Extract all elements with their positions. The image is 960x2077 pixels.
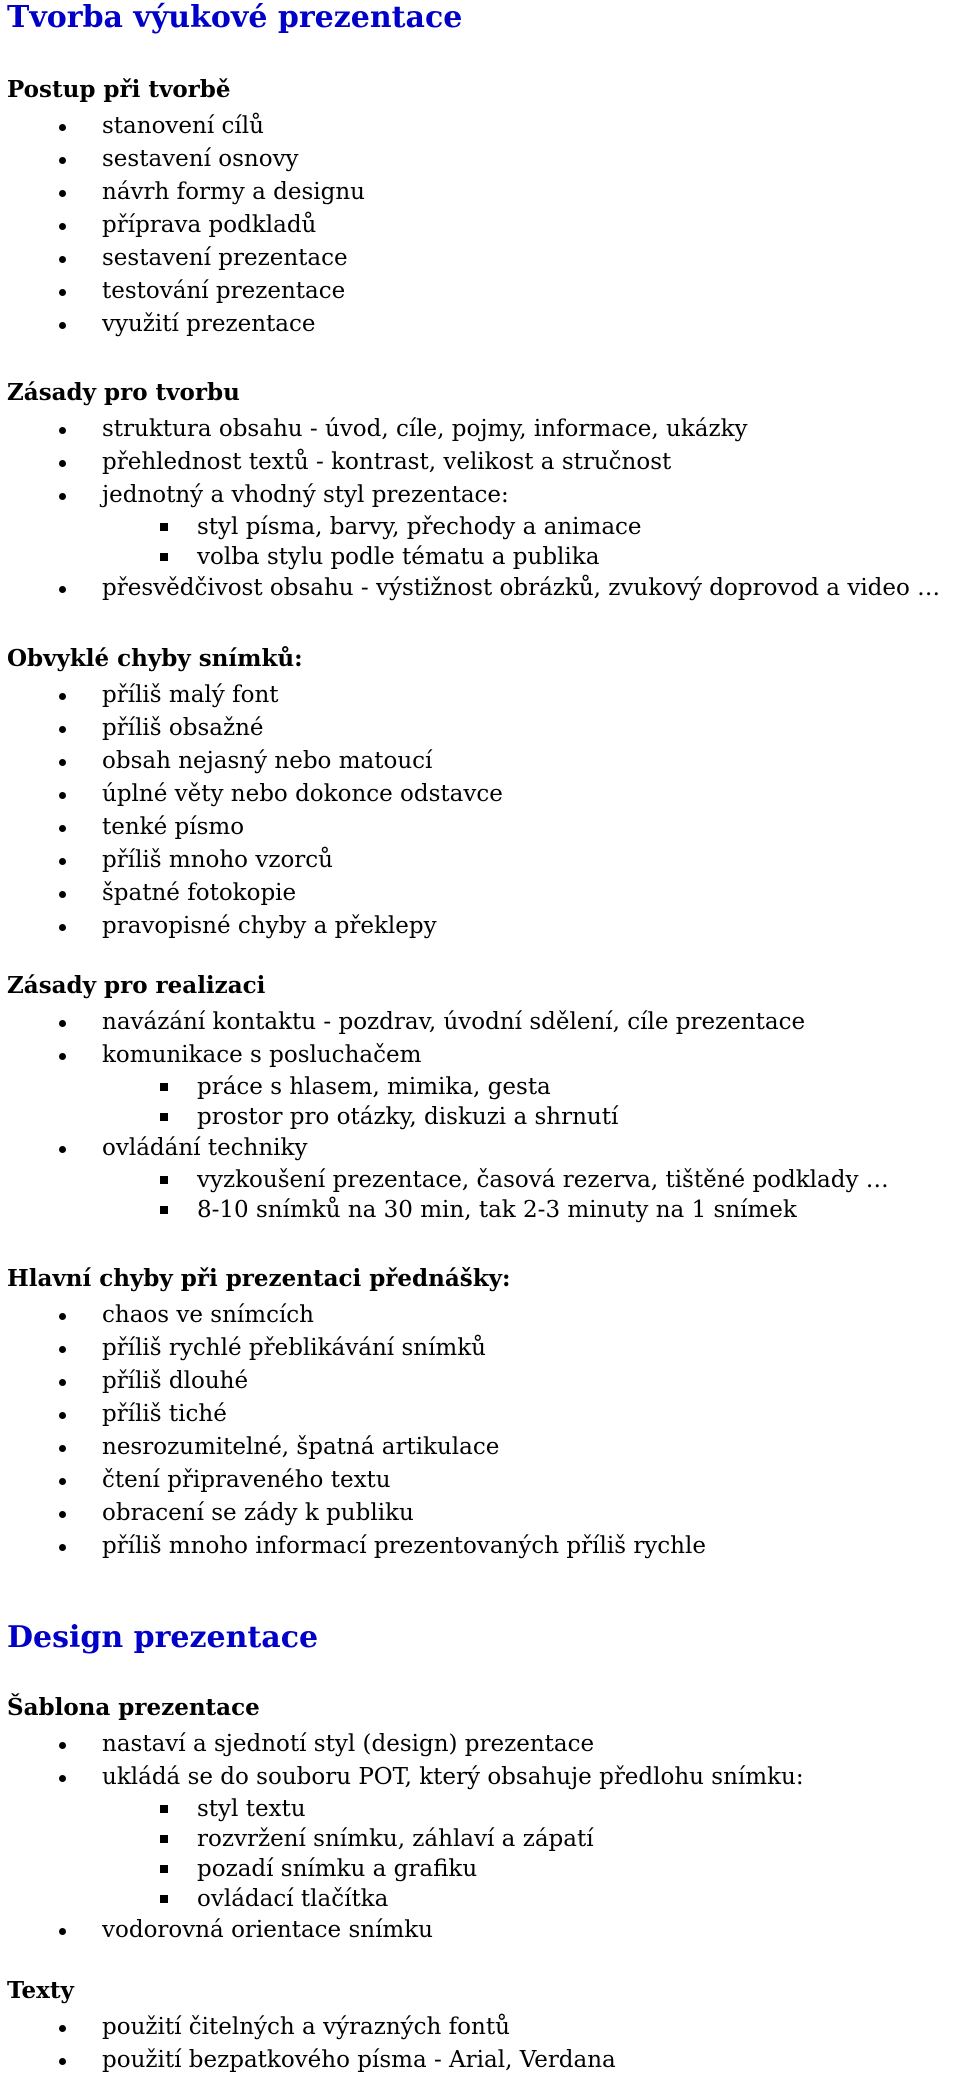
bullet-square-icon [160, 1083, 168, 1091]
list-item [7, 413, 957, 446]
bullet-dot-icon [59, 322, 66, 329]
bullet-square-icon [160, 1206, 168, 1214]
list-item-text: navázání kontaktu - pozdrav, úvodní sdělení, cíle prezentace [102, 1009, 806, 1035]
sub-list-item-text: pozadí snímku a grafiku [197, 1856, 478, 1882]
list-item [7, 1299, 957, 1332]
list-item [7, 572, 957, 605]
list-item [7, 1398, 957, 1431]
sub-bullet-list [102, 1794, 957, 1914]
section [7, 379, 957, 605]
bullet-dot-icon [59, 1053, 66, 1060]
list-item-text: sestavení prezentace [102, 245, 348, 271]
bullet-dot-icon [59, 460, 66, 467]
sub-list-item-text: prostor pro otázky, diskuzi a shrnutí [197, 1104, 619, 1130]
sub-list-item-text: styl textu [197, 1796, 306, 1822]
bullet-square-icon [160, 553, 168, 561]
list-item-text: příliš rychlé přeblikávání snímků [102, 1335, 486, 1361]
list-item [7, 877, 957, 910]
bullet-dot-icon [59, 493, 66, 500]
sub-list-item [102, 1884, 957, 1914]
sub-list-item [102, 512, 957, 542]
sub-list-item [102, 542, 957, 572]
list-item-text: využití prezentace [102, 311, 316, 337]
section [7, 972, 957, 1225]
list-item-text: použití bezpatkového písma - Arial, Verdana [102, 2047, 616, 2073]
bullet-dot-icon [59, 1379, 66, 1386]
bullet-dot-icon [59, 1146, 66, 1153]
bullet-dot-icon [59, 1020, 66, 1027]
bullet-square-icon [160, 1895, 168, 1903]
list-item-text: přesvědčivost obsahu - výstižnost obrázků, zvukový doprovod a video … [102, 575, 941, 601]
list-item-text: příliš malý font [102, 682, 279, 708]
sub-list-item [102, 1854, 957, 1884]
bullet-list [7, 413, 957, 605]
list-item-text: struktura obsahu - úvod, cíle, pojmy, informace, ukázky [102, 416, 748, 442]
list-item [7, 110, 957, 143]
list-item [7, 1497, 957, 1530]
sub-list-item-text: 8-10 snímků na 30 min, tak 2-3 minuty na 1 snímek [197, 1197, 797, 1223]
bullet-dot-icon [59, 1742, 66, 1749]
list-item [7, 176, 957, 209]
sub-list-item-text: styl písma, barvy, přechody a animace [197, 514, 642, 540]
list-item-text: jednotný a vhodný styl prezentace: [102, 482, 509, 508]
list-item [7, 209, 957, 242]
list-item-text: stanovení cílů [102, 113, 264, 139]
bullet-dot-icon [59, 1478, 66, 1485]
list-item-text: ukládá se do souboru POT, který obsahuje předlohu snímku: [102, 1764, 804, 1790]
sub-list-item-text: práce s hlasem, mimika, gesta [197, 1074, 551, 1100]
section-heading: Šablona prezentace [7, 1694, 260, 1721]
bullet-dot-icon [59, 223, 66, 230]
list-item [7, 712, 957, 745]
bullet-dot-icon [59, 726, 66, 733]
list-item-text: nastaví a sjednotí styl (design) prezentace [102, 1731, 595, 1757]
list-item-text: sestavení osnovy [102, 146, 299, 172]
list-item [7, 1530, 957, 1563]
sub-list-item [102, 1195, 957, 1225]
list-item [7, 1006, 957, 1039]
bullet-dot-icon [59, 858, 66, 865]
sub-list-item [102, 1165, 957, 1195]
sub-bullet-list [102, 512, 957, 572]
sub-list-item-text: volba stylu podle tématu a publika [197, 544, 600, 570]
list-item [7, 844, 957, 877]
bullet-dot-icon [59, 586, 66, 593]
section [7, 1694, 957, 1947]
section-heading: Obvyklé chyby snímků: [7, 645, 303, 672]
sub-list-item [102, 1824, 957, 1854]
bullet-dot-icon [59, 1346, 66, 1353]
list-item-text: úplné věty nebo dokonce odstavce [102, 781, 503, 807]
bullet-list [7, 1299, 957, 1563]
bullet-dot-icon [59, 792, 66, 799]
bullet-list [7, 679, 957, 943]
section-heading: Hlavní chyby při prezentaci přednášky: [7, 1265, 511, 1292]
list-item-text: příliš mnoho informací prezentovaných příliš rychle [102, 1533, 706, 1559]
list-item-text: tenké písmo [102, 814, 245, 840]
list-item-text: testování prezentace [102, 278, 346, 304]
section [7, 76, 957, 341]
list-item [7, 910, 957, 943]
sub-list-item-text: vyzkoušení prezentace, časová rezerva, tištěné podklady … [197, 1167, 889, 1193]
bullet-dot-icon [59, 759, 66, 766]
section-heading: Zásady pro realizaci [7, 972, 266, 999]
bullet-dot-icon [59, 891, 66, 898]
bullet-dot-icon [59, 1544, 66, 1551]
bullet-list [7, 1006, 957, 1225]
bullet-dot-icon [59, 289, 66, 296]
list-item [7, 1132, 957, 1225]
section-heading: Postup při tvorbě [7, 76, 231, 103]
bullet-square-icon [160, 1176, 168, 1184]
sub-bullet-list [102, 1165, 957, 1225]
list-item [7, 2044, 957, 2077]
bullet-dot-icon [59, 1775, 66, 1782]
section [7, 0, 957, 36]
list-item [7, 778, 957, 811]
list-item [7, 2011, 957, 2044]
list-item-text: obsah nejasný nebo matoucí [102, 748, 433, 774]
list-item-text: pravopisné chyby a překlepy [102, 913, 437, 939]
list-item [7, 242, 957, 275]
list-item-text: špatné fotokopie [102, 880, 297, 906]
bullet-square-icon [160, 1805, 168, 1813]
list-item-text: obracení se zády k publiku [102, 1500, 414, 1526]
list-item-text: čtení připraveného textu [102, 1467, 391, 1493]
list-item-text: komunikace s posluchačem [102, 1042, 422, 1068]
bullet-square-icon [160, 1835, 168, 1843]
sub-bullet-list [102, 1072, 957, 1132]
list-item-text: použití čitelných a výrazných fontů [102, 2014, 510, 2040]
bullet-list [7, 2011, 957, 2077]
section [7, 1977, 957, 2077]
bullet-dot-icon [59, 427, 66, 434]
sub-list-item-text: rozvržení snímku, záhlaví a zápatí [197, 1826, 594, 1852]
bullet-dot-icon [59, 1928, 66, 1935]
bullet-dot-icon [59, 1313, 66, 1320]
list-item-text: příprava podkladů [102, 212, 317, 238]
list-item-text: vodorovná orientace snímku [102, 1917, 433, 1943]
bullet-dot-icon [59, 924, 66, 931]
sub-list-item [102, 1794, 957, 1824]
bullet-dot-icon [59, 1445, 66, 1452]
bullet-square-icon [160, 523, 168, 531]
list-item [7, 1761, 957, 1914]
bullet-list [7, 1728, 957, 1947]
list-item [7, 275, 957, 308]
list-item [7, 1728, 957, 1761]
bullet-dot-icon [59, 1412, 66, 1419]
bullet-list [7, 110, 957, 341]
bullet-dot-icon [59, 693, 66, 700]
list-item [7, 1332, 957, 1365]
list-item [7, 1039, 957, 1132]
sub-list-item [102, 1072, 957, 1102]
bullet-dot-icon [59, 256, 66, 263]
section [7, 1620, 957, 1656]
list-item [7, 308, 957, 341]
bullet-square-icon [160, 1113, 168, 1121]
list-item-text: přehlednost textů - kontrast, velikost a stručnost [102, 449, 672, 475]
list-item [7, 479, 957, 572]
bullet-dot-icon [59, 825, 66, 832]
list-item-text: příliš obsažné [102, 715, 264, 741]
sub-list-item [102, 1102, 957, 1132]
list-item [7, 679, 957, 712]
bullet-dot-icon [59, 2058, 66, 2065]
page-title: Design prezentace [7, 1620, 319, 1655]
list-item [7, 1431, 957, 1464]
bullet-dot-icon [59, 190, 66, 197]
bullet-dot-icon [59, 157, 66, 164]
page-title: Tvorba výukové prezentace [7, 0, 463, 35]
bullet-dot-icon [59, 124, 66, 131]
section [7, 645, 957, 943]
list-item [7, 446, 957, 479]
list-item-text: příliš dlouhé [102, 1368, 249, 1394]
sub-list-item-text: ovládací tlačítka [197, 1886, 389, 1912]
bullet-dot-icon [59, 2025, 66, 2032]
section-heading: Texty [7, 1977, 74, 2004]
list-item-text: chaos ve snímcích [102, 1302, 314, 1328]
list-item-text: návrh formy a designu [102, 179, 365, 205]
bullet-square-icon [160, 1865, 168, 1873]
list-item [7, 1464, 957, 1497]
list-item [7, 811, 957, 844]
section [7, 1265, 957, 1563]
list-item-text: nesrozumitelné, špatná artikulace [102, 1434, 500, 1460]
bullet-dot-icon [59, 1511, 66, 1518]
list-item [7, 745, 957, 778]
list-item [7, 143, 957, 176]
section-heading: Zásady pro tvorbu [7, 379, 240, 406]
list-item [7, 1914, 957, 1947]
list-item-text: ovládání techniky [102, 1135, 308, 1161]
list-item-text: příliš mnoho vzorců [102, 847, 333, 873]
list-item [7, 1365, 957, 1398]
list-item-text: příliš tiché [102, 1401, 227, 1427]
